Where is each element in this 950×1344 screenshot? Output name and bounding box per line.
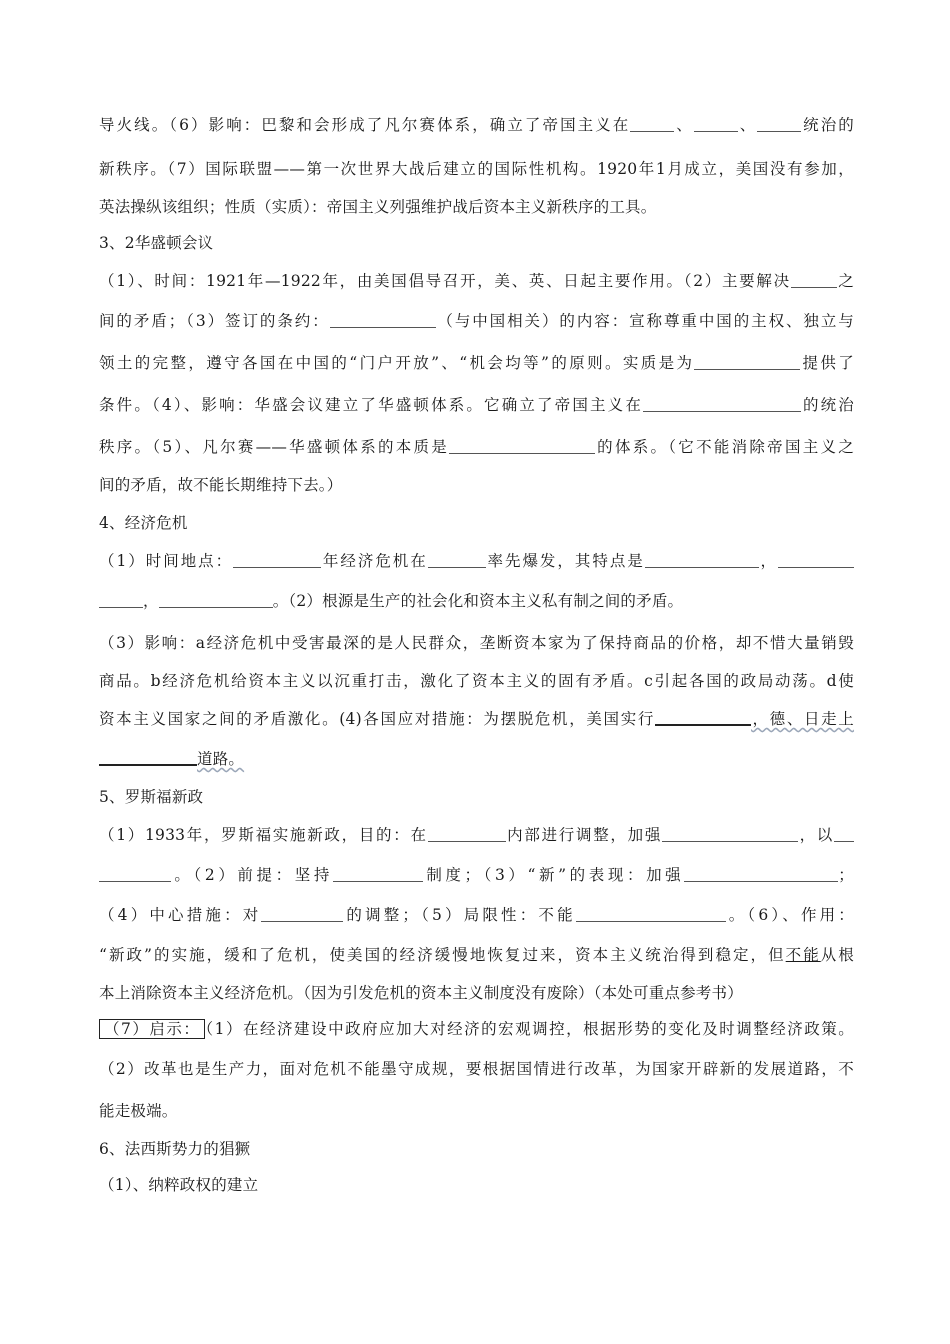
text-segment: 。（6）、作用： <box>725 906 854 924</box>
blank-line <box>233 551 321 568</box>
blank-line <box>428 825 506 842</box>
blank-line <box>645 551 759 568</box>
text-segment: 。（2）前提：坚持 <box>171 866 333 884</box>
blank-line <box>576 905 726 922</box>
blank-line <box>643 395 801 412</box>
text-line: 能走极端。 <box>99 1102 178 1120</box>
blank-line <box>99 591 143 608</box>
text-segment: 内部进行调整，加强 <box>505 826 663 844</box>
text-line <box>99 394 854 416</box>
blank-line <box>662 825 798 842</box>
blank-line <box>655 708 751 726</box>
blank-line <box>791 271 837 288</box>
text-segment: 、 <box>674 116 694 134</box>
blank-line <box>684 865 838 882</box>
text-line: 商品。b经济危机给资本主义以沉重打击，激化了资本主义的固有矛盾。c引起各国的政局动荡。d使 <box>99 672 854 690</box>
boxed-label: （7）启示： <box>99 1019 205 1039</box>
blank-line <box>333 865 423 882</box>
blank-line <box>99 748 197 766</box>
text-segment: 的调整；（5）局限性：不能 <box>343 906 576 924</box>
text-line <box>99 944 854 966</box>
text-segment: 提供了 <box>800 354 854 372</box>
text-line <box>99 436 854 458</box>
text-line <box>99 114 854 136</box>
text-segment: 导火线。（6）影响：巴黎和会形成了凡尔赛体系，确立了帝国主义在 <box>99 116 631 134</box>
text-segment: （1）时间地点： <box>99 552 234 570</box>
text-segment: ，以 <box>798 826 834 844</box>
blank-line <box>630 115 674 132</box>
text-segment: 、 <box>737 116 758 134</box>
text-segment: 间的矛盾；（3）签订的条约： <box>99 312 330 330</box>
text-line <box>99 904 854 926</box>
text-line <box>99 1018 854 1040</box>
text-line <box>99 310 854 332</box>
text-line <box>99 352 854 374</box>
text-segment: “新政”的实施，缓和了危机，使美国的经济缓慢地恢复过来，资本主义统治得到稳定，但 <box>99 946 786 964</box>
text-segment: ； <box>838 866 854 884</box>
text-segment: ， <box>143 592 159 610</box>
text-segment: 秩序。（5）、凡尔赛——华盛顿体系的本质是 <box>99 438 450 456</box>
blank-line <box>159 591 273 608</box>
text-segment: ， <box>758 552 779 570</box>
text-line: 英法操纵该组织；性质（实质）：帝国主义列强维护战后资本主义新秩序的工具。 <box>99 198 657 216</box>
text-segment: 不能 <box>785 946 821 964</box>
text-line: 新秩序。（7）国际联盟——第一次世界大战后建立的国际性机构。1920年1月成立，美国没有参加， <box>99 160 854 178</box>
section-heading: 6、法西斯势力的猖獗 <box>99 1140 251 1158</box>
text-segment: 道路。 <box>197 750 245 768</box>
text-segment: 条件。（4）、影响：华盛会议建立了华盛顿体系。它确立了帝国主义在 <box>99 396 644 414</box>
blank-line <box>834 825 854 842</box>
text-segment: 领土的完整，遵守各国在中国的“门户开放”、“机会均等”的原则。实质是为 <box>99 354 695 372</box>
text-segment: 的体系。（它不能消除帝国主义之 <box>595 438 854 456</box>
blank-line <box>261 905 343 922</box>
section-heading: 5、罗斯福新政 <box>99 788 204 806</box>
text-line: （1）、纳粹政权的建立 <box>99 1176 259 1194</box>
text-segment: 从根 <box>820 946 854 964</box>
text-segment: 统治的 <box>801 116 854 134</box>
text-segment: 年经济危机在 <box>321 552 428 570</box>
blank-line <box>694 353 800 370</box>
text-line: 本上消除资本主义经济危机。（因为引发危机的资本主义制度没有废除）（本处可重点参考书） <box>99 984 743 1002</box>
text-segment: （1）、时间：1921年—1922年，由美国倡导召开，美、英、日起主要作用。（2）主要解决 <box>99 272 791 290</box>
text-segment: （4）中心措施：对 <box>99 906 262 924</box>
text-segment: 之 <box>836 272 855 290</box>
text-segment: 的统治 <box>801 396 854 414</box>
section-heading: 4、经济危机 <box>99 514 188 532</box>
blank-line <box>428 551 486 568</box>
blank-line <box>694 115 738 132</box>
text-line <box>99 708 854 730</box>
text-line <box>99 270 854 292</box>
text-line: 间的矛盾，故不能长期维持下去。） <box>99 476 343 494</box>
text-line: （3）影响：a经济危机中受害最深的是人民群众，垄断资本家为了保持商品的价格，却不惜大量销毁 <box>99 634 854 652</box>
blank-line <box>757 115 801 132</box>
text-line <box>99 550 854 572</box>
text-segment: ，德、日走上 <box>751 710 855 728</box>
text-segment: 。（2）根源是生产的社会化和资本主义私有制之间的矛盾。 <box>272 592 684 610</box>
blank-line <box>330 311 436 328</box>
text-segment: 制度；（3）“新”的表现：加强 <box>422 866 685 884</box>
blank-line <box>778 551 854 568</box>
text-line <box>99 748 854 770</box>
section-heading: 3、2华盛顿会议 <box>99 234 214 252</box>
text-line: （2）改革也是生产力，面对危机不能墨守成规，要根据国情进行改革，为国家开辟新的发展道路，不 <box>99 1060 854 1078</box>
text-line <box>99 824 854 846</box>
text-segment: （1）1933年，罗斯福实施新政，目的：在 <box>99 826 428 844</box>
text-segment: 率先爆发，其特点是 <box>485 552 645 570</box>
blank-line <box>99 865 171 882</box>
text-segment: （与中国相关）的内容：宣称尊重中国的主权、独立与 <box>435 312 854 330</box>
text-segment: 资本主义国家之间的矛盾激化。(4)各国应对措施：为摆脱危机，美国实行 <box>99 710 656 728</box>
text-line <box>99 590 854 612</box>
text-segment: （1）在经济建设中政府应加大对经济的宏观调控，根据形势的变化及时调整经济政策。 <box>205 1020 854 1038</box>
text-line <box>99 864 854 886</box>
blank-line <box>449 437 595 454</box>
